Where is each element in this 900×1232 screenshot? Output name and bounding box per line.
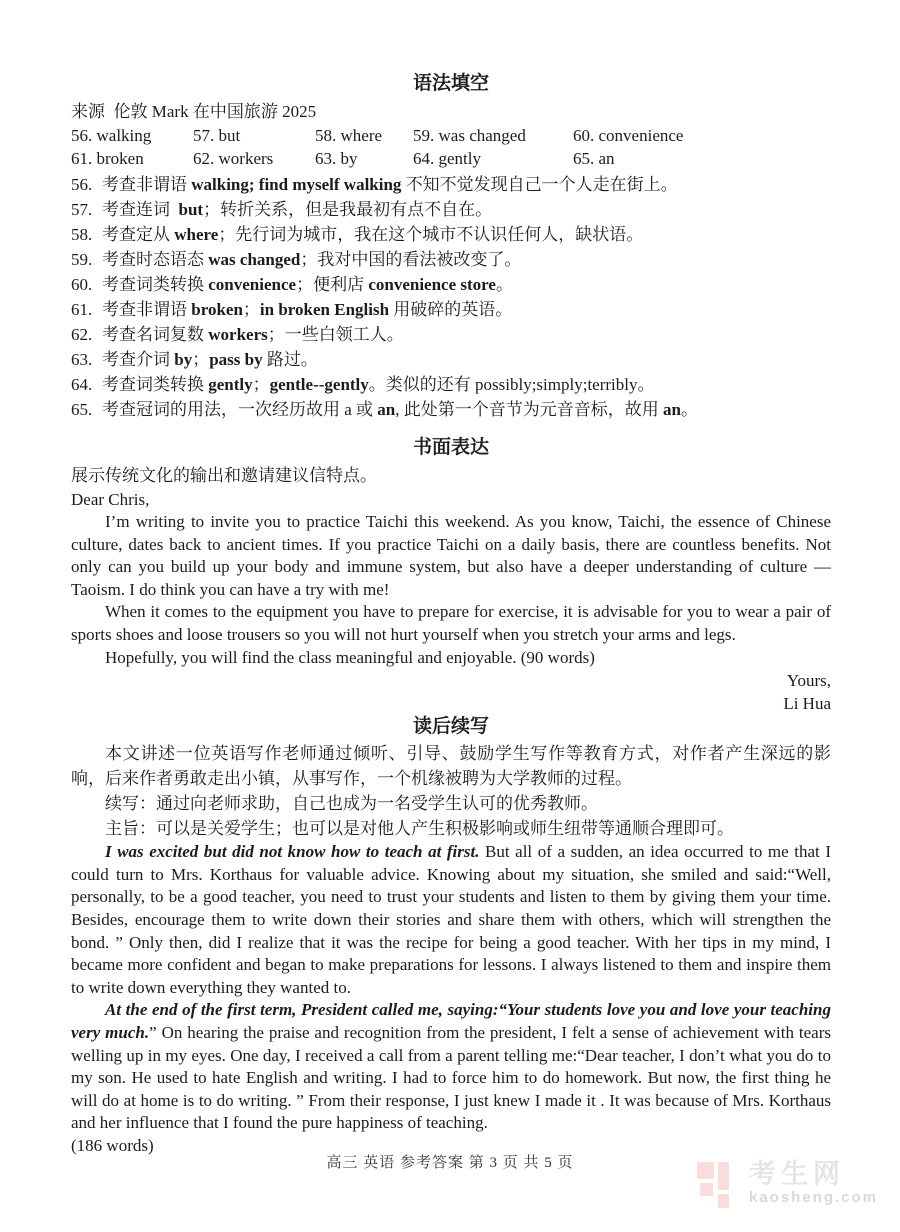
- explanation-number: 62.: [71, 325, 93, 344]
- explanation-text: 考查介词 by；pass by 路过。: [102, 350, 318, 369]
- explanation-number: 60.: [71, 275, 93, 294]
- explanation-text: 考查定从 where；先行词为城市，我在这个城市不认识任何人，缺状语。: [102, 225, 644, 244]
- answer-61: 61. broken: [71, 149, 144, 168]
- watermark-site-name: 考生网: [748, 1159, 845, 1189]
- continuation-hint: 续写：通过向老师求助，自己也成为一名受学生认可的优秀教师。: [105, 794, 598, 814]
- answer-65: 65. an: [573, 149, 615, 168]
- continuation-summary: 本文讲述一位英语写作老师通过倾听、引导、鼓励学生写作等教育方式，对作者产生深远的影响，后来作者勇敢走出小镇，从事写作，一个机缘被聘为大学教师的过程。: [71, 744, 831, 789]
- explanation-number: 61.: [71, 300, 93, 319]
- explanation-64: [71, 372, 831, 397]
- explanation-text: 考查名词复数 workers；一些白领工人。: [102, 325, 404, 344]
- answer-64: 64. gently: [413, 149, 481, 168]
- grammar-source-line: 来源 伦敦 Mark 在中国旅游 2025: [71, 102, 317, 121]
- explanation-number: 56.: [71, 175, 93, 194]
- answer-63: 63. by: [315, 149, 358, 168]
- explanation-number: 59.: [71, 250, 93, 269]
- answer-56: 56. walking: [71, 126, 152, 145]
- kaosheng-logo-icon: [697, 1160, 739, 1212]
- explanation-text: 考查词类转换 gently；gentle--gently。类似的还有 possibly;simply;terribly。: [102, 375, 655, 394]
- explanation-61: [71, 297, 831, 322]
- page-footer: 高三 英语 参考答案 第 3 页 共 5 页: [326, 1155, 574, 1171]
- explanation-text: 考查词类转换 convenience；便利店 convenience store。: [102, 275, 513, 294]
- answer-57: 57. but: [193, 126, 241, 145]
- explanation-60: [71, 272, 831, 297]
- grammar-answers-row-2: [71, 147, 831, 170]
- explanation-59: [71, 247, 831, 272]
- page-content: [71, 0, 831, 1157]
- writing-note: 展示传统文化的输出和邀请建议信特点。: [71, 466, 377, 485]
- explanation-58: [71, 222, 831, 247]
- letter-closing: Yours,: [786, 671, 831, 691]
- explanation-57: [71, 197, 831, 222]
- letter-paragraph-1: I’m writing to invite you to practice Taichi this weekend. As you know, Taichi, the essence of Chinese culture, dates back to ancient times. If you practice Taichi on a daily basis, there are countless benefits. Not only can you build up your body and immune system, but also have a deeper understanding of culture — Taoism. I do think you can have a try with me!: [71, 512, 831, 599]
- explanation-text: 考查非谓语 walking; find myself walking 不知不觉发现自己一个人走在街上。: [102, 175, 678, 194]
- answer-58: 58. where: [315, 126, 383, 145]
- explanation-number: 64.: [71, 375, 93, 394]
- watermark-text: [749, 1160, 878, 1206]
- answer-60: 60. convenience: [573, 126, 684, 145]
- continuation-paragraph-2: At the end of the first term, President called me, saying:“Your students love you and love your teaching very much.” On hearing the praise and recognition from the president, I felt a sense of achievement with tears welling up in my eyes. One day, I received a call from a parent telling me:“Dear teacher, I don’t what you do to my son. He used to hate English and writing. I had to force him to do homework. But now, the first thing he will do at home is to do writing. ” From their response, I just knew I made it . It was because of Mrs. Korthaus and her influence that I found the pure happiness of teaching.: [71, 1000, 831, 1133]
- explanation-65: [71, 397, 831, 422]
- letter-paragraph-2: When it comes to the equipment you have to prepare for exercise, it is advisable for you to wear a pair of sports shoes and loose trousers so you will not hurt yourself when you stretch your arms and legs.: [71, 602, 831, 644]
- explanation-number: 65.: [71, 400, 93, 419]
- explanation-text: 考查非谓语 broken；in broken English 用破碎的英语。: [102, 300, 513, 319]
- letter-salutation: Dear Chris,: [71, 490, 150, 509]
- answer-59: 59. was changed: [413, 126, 526, 145]
- letter-paragraph-3: Hopefully, you will find the class meaningful and enjoyable. (90 words): [105, 647, 595, 667]
- explanation-text: 考查冠词的用法，一次经历故用 a 或 an, 此处第一个音节为元音音标，故用 an。: [102, 400, 698, 419]
- explanation-number: 57.: [71, 200, 93, 219]
- answer-62: 62. workers: [193, 149, 274, 168]
- explanation-56: [71, 172, 831, 197]
- explanation-text: 考查时态语态 was changed；我对中国的看法被改变了。: [102, 250, 522, 269]
- continuation-section-title: 读后续写: [412, 716, 489, 738]
- continuation-word-count: (186 words): [71, 1135, 154, 1155]
- kaosheng-watermark: [697, 1160, 878, 1212]
- explanation-number: 63.: [71, 350, 93, 369]
- watermark-site-domain: kaosheng.com: [748, 1189, 878, 1206]
- grammar-explanations: [71, 172, 831, 422]
- explanation-63: [71, 347, 831, 372]
- grammar-section-title: 语法填空: [412, 73, 489, 94]
- explanation-62: [71, 322, 831, 347]
- explanation-number: 58.: [71, 225, 93, 244]
- grammar-answers-row-1: [71, 124, 831, 147]
- continuation-paragraph-1: I was excited but did not know how to teach at first. But all of a sudden, an idea occurred to me that I could turn to Mrs. Korthaus for valuable advice. Knowing about my situation, she smiled and said:“Well, personally, to be a good teacher, you need to trust your students and listen to them by giving them your time. Besides, encourage them to write down their stories and share them with others, which will strengthen the bond. ” Only then, did I realize that it was the recipe for being a good teacher. With her tips in my mind, I became more confident and began to make preparations for lessons. I always listened to them and inspire them to write down everything they wanted to.: [71, 842, 831, 997]
- letter-signature: Li Hua: [783, 694, 831, 714]
- explanation-text: 考查连词 but；转折关系，但是我最初有点不自在。: [102, 200, 493, 219]
- continuation-theme: 主旨：可以是关爱学生；也可以是对他人产生积极影响或师生纽带等通顺合理即可。: [105, 819, 734, 839]
- writing-section-title: 书面表达: [412, 437, 489, 458]
